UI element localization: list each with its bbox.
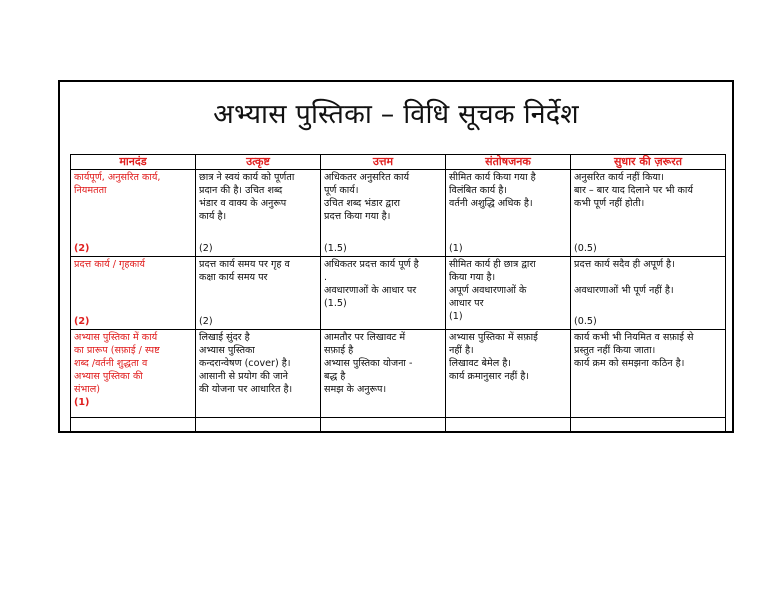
cell-score: (0.5) <box>574 243 597 254</box>
empty-cell <box>571 418 726 433</box>
cell-line: किया गया है। <box>449 272 496 283</box>
criterion-line: संभाल) <box>74 384 100 395</box>
criterion-cell <box>71 330 196 418</box>
criterion-line: का प्रारूप (सफ़ाई / स्पष्ट <box>74 345 160 356</box>
cell-score: (2) <box>199 243 213 254</box>
cell-line: अभ्यास पुस्तिका योजना - <box>324 358 413 369</box>
cell-line <box>574 271 722 284</box>
criterion-line: प्रदत्त कार्य / गृहकार्य <box>74 259 145 270</box>
rubric-cell <box>321 257 446 330</box>
cell-score: (1) <box>449 243 463 254</box>
cell-line: सीमित कार्य किया गया है <box>449 172 536 183</box>
cell-line: अपूर्ण अवधारणाओं के <box>449 285 527 296</box>
rubric-cell <box>446 330 571 418</box>
empty-cell <box>71 418 196 433</box>
empty-cell <box>446 418 571 433</box>
cell-line: सफ़ाई है <box>324 345 354 356</box>
empty-row <box>71 418 726 433</box>
cell-line: कार्य है। <box>199 211 227 222</box>
cell-line: उचित शब्द भंडार द्वारा <box>324 198 400 209</box>
rubric-cell <box>321 170 446 257</box>
cell-line: (1.5) <box>324 298 347 309</box>
cell-line: अधिकतर प्रदत्त कार्य पूर्ण है <box>324 259 419 270</box>
header-row <box>71 155 726 170</box>
cell-line: कार्य कभी भी नियमित व सफ़ाई से <box>574 332 694 343</box>
cell-line: आमतौर पर लिखावट में <box>324 332 406 343</box>
cell-line: नहीं है। <box>449 345 474 356</box>
cell-line: लिखावट बेमेल है। <box>449 358 512 369</box>
cell-line: आसानी से प्रयोग की जाने <box>199 371 288 382</box>
table-row <box>71 170 726 257</box>
criterion-cell <box>71 170 196 257</box>
cell-line: लिखाई सुंदर है <box>199 332 250 343</box>
rubric-cell <box>446 257 571 330</box>
cell-line: अभ्यास पुस्तिका में सफ़ाई <box>449 332 538 343</box>
criterion-score: (2) <box>74 316 90 327</box>
cell-line: भंडार व वाक्य के अनुरूप <box>199 198 287 209</box>
rubric-cell <box>571 170 726 257</box>
header-criterion: मानदंड <box>71 155 196 170</box>
cell-line: सीमित कार्य ही छात्र द्वारा <box>449 259 536 270</box>
empty-cell <box>321 418 446 433</box>
rubric-cell <box>196 257 321 330</box>
header-satisfactory: संतोषजनक <box>446 155 571 170</box>
page-title: अभ्यास पुस्तिका – विधि सूचक निर्देश <box>213 99 579 130</box>
cell-line: कभी पूर्ण नहीं होती। <box>574 198 645 209</box>
criterion-line: शब्द /वर्तनी शुद्धता व <box>74 358 148 369</box>
cell-line: . <box>324 272 328 283</box>
rubric-cell <box>196 330 321 418</box>
cell-line: अधिकतर अनुसरित कार्य <box>324 172 410 183</box>
cell-line: अवधारणाओं भी पूर्ण नहीं है। <box>574 285 674 296</box>
header-excellent: उत्कृष्ट <box>196 155 321 170</box>
empty-cell <box>196 418 321 433</box>
cell-line: आधार पर <box>449 298 484 309</box>
cell-line: विलंबित कार्य है। <box>449 185 508 196</box>
rubric-cell <box>196 170 321 257</box>
cell-line: कन्दरान्वेषण (cover) है। <box>199 358 291 369</box>
cell-line: की योजना पर आधारित है। <box>199 384 293 395</box>
rubric-cell <box>571 257 726 330</box>
cell-line: प्रदान की है। उचित शब्द <box>199 185 283 196</box>
cell-line: कक्षा कार्य समय पर <box>199 272 268 283</box>
cell-line: बद्ध है <box>324 371 346 382</box>
header-very-good: उत्तम <box>321 155 446 170</box>
cell-line: अनुसरित कार्य नहीं किया। <box>574 172 665 183</box>
cell-line: प्रस्तुत नहीं किया जाता। <box>574 345 656 356</box>
cell-score: (2) <box>199 316 213 327</box>
cell-line: प्रदत्त किया गया है। <box>324 211 391 222</box>
cell-line: बार – बार याद दिलाने पर भी कार्य <box>574 185 693 196</box>
criterion-line: अभ्यास पुस्तिका की <box>74 371 143 382</box>
criterion-cell <box>71 257 196 330</box>
table-row <box>71 330 726 418</box>
cell-line: छात्र ने स्वयं कार्य को पूर्णता <box>199 172 295 183</box>
rubric-cell <box>571 330 726 418</box>
cell-line: अभ्यास पुस्तिका <box>199 345 255 356</box>
criterion-line: नियमतता <box>74 185 107 196</box>
document-frame <box>58 80 734 433</box>
criterion-score: (2) <box>74 243 90 254</box>
cell-line: पूर्ण कार्य। <box>324 185 359 196</box>
cell-line: कार्य क्रम को समझना कठिन है। <box>574 358 685 369</box>
cell-line: प्रदत्त कार्य सदैव ही अपूर्ण है। <box>574 259 675 270</box>
rubric-table <box>70 154 726 433</box>
table-row <box>71 257 726 330</box>
cell-line: (1) <box>449 311 463 322</box>
criterion-line: कार्यपूर्ण, अनुसरित कार्य, <box>74 172 161 183</box>
cell-score: (0.5) <box>574 316 597 327</box>
cell-score: (1.5) <box>324 243 347 254</box>
cell-line: अवधारणाओं के आधार पर <box>324 285 417 296</box>
rubric-cell <box>446 170 571 257</box>
criterion-score: (1) <box>74 397 90 408</box>
criterion-line: अभ्यास पुस्तिका में कार्य <box>74 332 158 343</box>
cell-line: कार्य क्रमानुसार नहीं है। <box>449 371 530 382</box>
header-needs-improvement: सुधार की ज़रूरत <box>571 155 726 170</box>
cell-line: प्रदत्त कार्य समय पर गृह व <box>199 259 290 270</box>
rubric-cell <box>321 330 446 418</box>
cell-line: समझ के अनुरूप। <box>324 384 387 395</box>
cell-line: वर्तनी अशुद्धि अधिक है। <box>449 198 533 209</box>
